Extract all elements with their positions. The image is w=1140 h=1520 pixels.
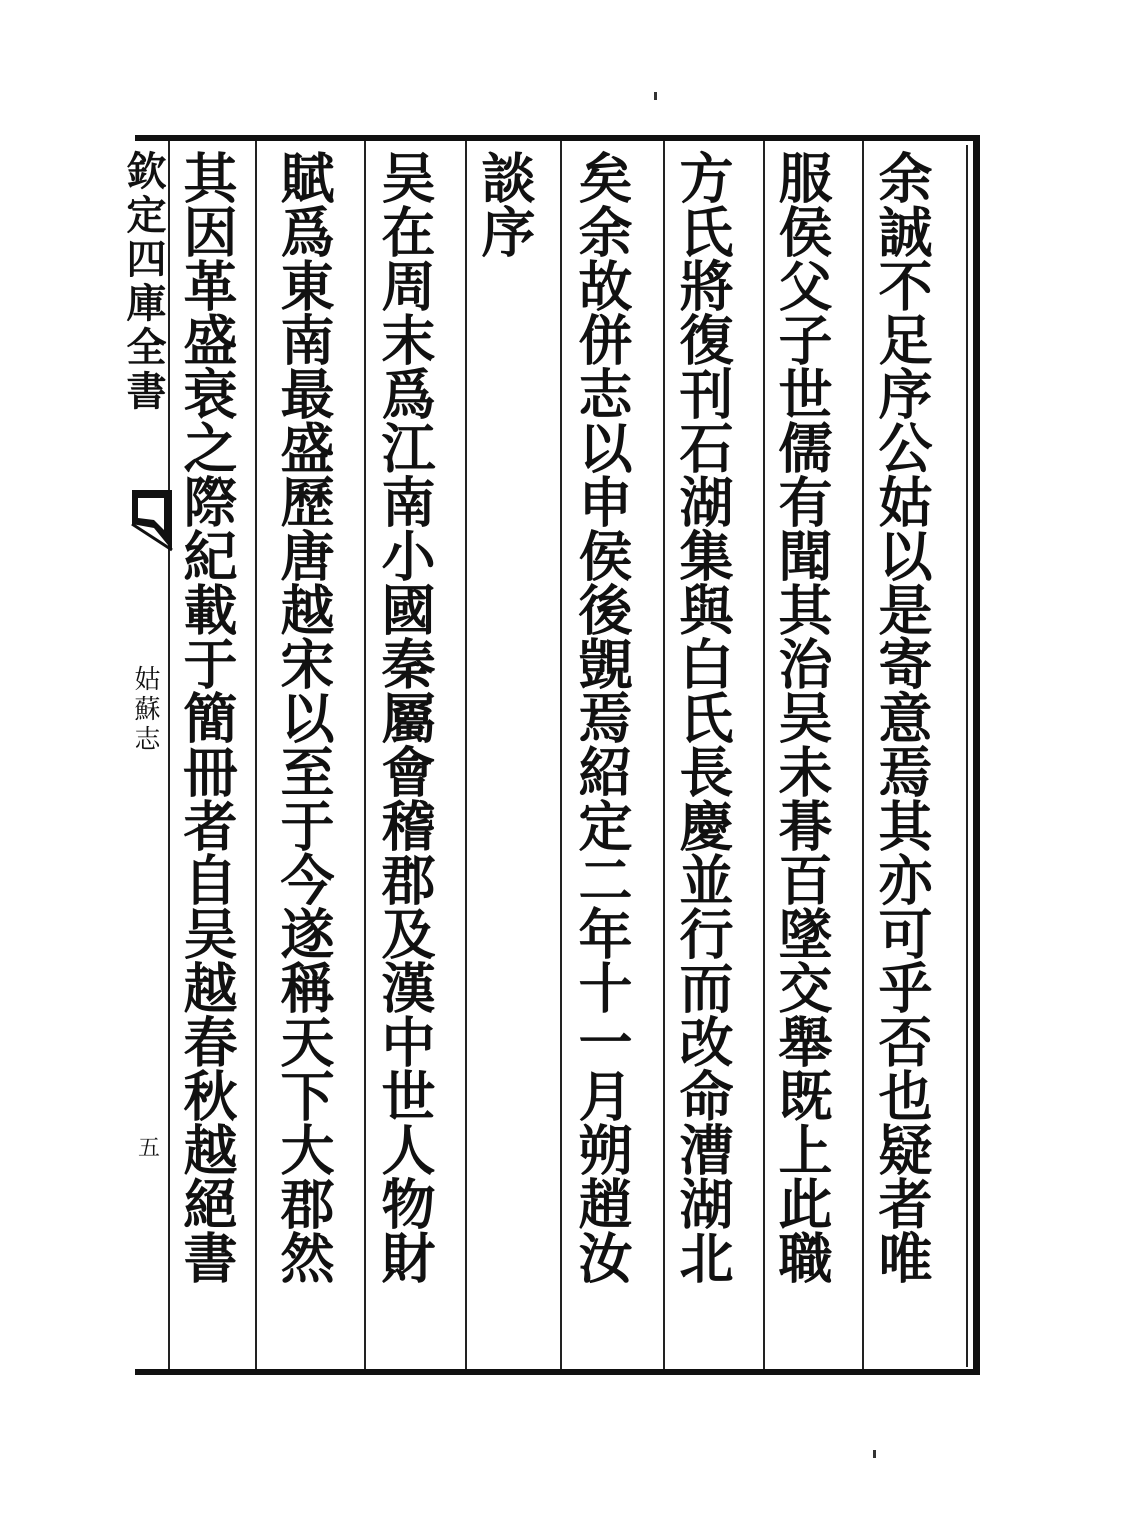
text-column-7: 其因革盛衰之際紀載于簡冊者自吴越春秋越絕書 <box>175 150 239 1284</box>
text-column-1: 余誠不足序公姑以是寄意焉其亦可乎否也疑者唯 <box>870 150 934 1284</box>
margin-column-rule <box>168 141 170 1369</box>
column-rule <box>364 141 366 1369</box>
text-column-4: 矣余故併志以申侯後覬焉紹定二年十一月朔趙汝 <box>570 150 634 1284</box>
book-title: 姑蘇志 <box>130 665 160 755</box>
column-rule <box>560 141 562 1369</box>
column-rule <box>763 141 765 1369</box>
text-column-5: 吴在周末爲江南小國秦屬會稽郡及漢中世人物財 <box>373 150 437 1284</box>
fish-tail-mark <box>132 490 172 550</box>
column-rule <box>465 141 467 1369</box>
ink-speck <box>873 1450 876 1458</box>
column-rule <box>663 141 665 1369</box>
ink-speck <box>654 92 657 100</box>
text-column-6: 賦爲東南最盛歷唐越宋以至于今遂稱天下大郡然 <box>272 150 336 1284</box>
section-heading: 談序 <box>473 150 537 258</box>
page-number: 五 <box>138 1136 161 1161</box>
column-rule <box>255 141 257 1369</box>
text-column-3: 方氏將復刊石湖集與白氏長慶並行而改命漕湖北 <box>671 150 735 1284</box>
inner-border-rule <box>966 145 968 1367</box>
text-column-2: 服侯父子世儒有聞其治吴未朞百墜交舉既上此職 <box>770 150 834 1284</box>
series-title: 欽定四庫全書 <box>120 150 167 414</box>
page-border <box>135 135 980 1375</box>
column-rule <box>862 141 864 1369</box>
